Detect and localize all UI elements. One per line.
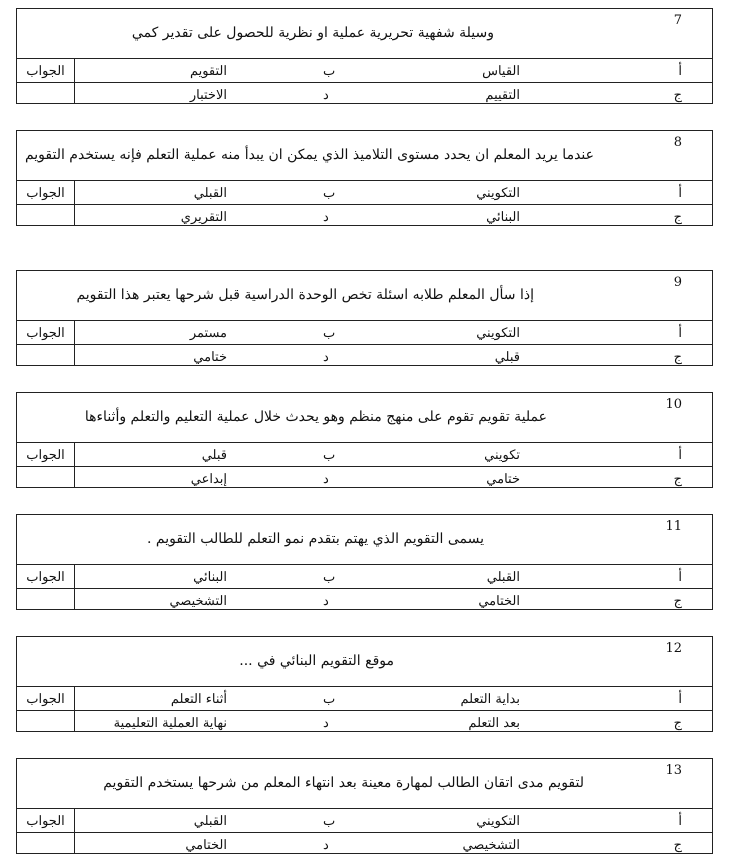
letter-c: ج: [673, 472, 682, 487]
row-divider: [17, 710, 712, 711]
option-a: التكويني: [476, 186, 520, 201]
option-b: القبلي: [193, 814, 227, 829]
letter-d: د: [323, 716, 329, 731]
row-divider: [17, 344, 712, 345]
option-c: البنائي: [486, 210, 520, 225]
answer-box[interactable]: [17, 711, 74, 731]
option-d: الاختبار: [189, 88, 227, 103]
answer-box[interactable]: [17, 205, 74, 225]
letter-d: د: [323, 838, 329, 853]
option-d: الختامي: [185, 838, 227, 853]
option-d: التشخيصي: [169, 594, 227, 609]
letter-b: ب: [323, 64, 336, 79]
option-a: تكويني: [484, 448, 520, 463]
letter-c: ج: [673, 716, 682, 731]
option-c: الختامي: [478, 594, 520, 609]
option-c: بعد التعلم: [468, 716, 520, 731]
answer-cell-divider: [74, 564, 75, 609]
letter-c: ج: [673, 350, 682, 365]
answer-box[interactable]: [17, 467, 74, 487]
letter-a: أ: [678, 814, 682, 829]
option-a: التكويني: [476, 326, 520, 341]
row-divider: [17, 466, 712, 467]
answer-label: الجواب: [26, 64, 65, 79]
option-a: بداية التعلم: [460, 692, 520, 707]
question-stem: يسمى التقويم الذي يهتم بتقدم نمو التعلم للطالب التقويم .: [146, 531, 484, 547]
answer-box[interactable]: [17, 83, 74, 103]
option-a: التكويني: [476, 814, 520, 829]
question-number: 8: [673, 135, 682, 150]
letter-a: أ: [678, 64, 682, 79]
option-c: التشخيصي: [462, 838, 520, 853]
answer-cell-divider: [74, 686, 75, 731]
answer-cell-divider: [74, 808, 75, 853]
question-number: 7: [673, 13, 682, 28]
answer-cell-divider: [74, 58, 75, 103]
option-c: التقييم: [485, 88, 520, 103]
option-b: أثناء التعلم: [170, 692, 227, 707]
question-8: [16, 130, 713, 226]
question-number: 9: [673, 275, 682, 290]
row-divider: [17, 442, 712, 443]
letter-b: ب: [323, 448, 336, 463]
letter-d: د: [323, 472, 329, 487]
answer-label: الجواب: [26, 814, 65, 829]
answer-label: الجواب: [26, 326, 65, 341]
question-13: [16, 758, 713, 854]
row-divider: [17, 180, 712, 181]
option-d: إبداعي: [190, 472, 227, 487]
letter-b: ب: [323, 186, 336, 201]
answer-cell-divider: [74, 320, 75, 365]
letter-c: ج: [673, 594, 682, 609]
option-d: التقريري: [180, 210, 227, 225]
question-10: [16, 392, 713, 488]
letter-c: ج: [673, 88, 682, 103]
option-d: ختامي: [193, 350, 227, 365]
question-9: [16, 270, 713, 366]
question-stem: عندما يريد المعلم ان يحدد مستوى التلاميذ الذي يمكن ان يبدأ منه عملية التعلم فإنه يستخدم التقويم: [24, 147, 594, 163]
option-d: نهاية العملية التعليمية: [113, 716, 227, 731]
letter-c: ج: [673, 838, 682, 853]
letter-a: أ: [678, 326, 682, 341]
option-b: قبلي: [201, 448, 227, 463]
row-divider: [17, 564, 712, 565]
option-a: القياس: [482, 64, 520, 79]
answer-label: الجواب: [26, 692, 65, 707]
row-divider: [17, 204, 712, 205]
option-b: القبلي: [193, 186, 227, 201]
option-a: القبلي: [486, 570, 520, 585]
option-b: البنائي: [193, 570, 227, 585]
option-c: قبلي: [494, 350, 520, 365]
row-divider: [17, 686, 712, 687]
option-b: مستمر: [189, 326, 227, 341]
row-divider: [17, 832, 712, 833]
question-7: [16, 8, 713, 104]
letter-b: ب: [323, 570, 336, 585]
row-divider: [17, 320, 712, 321]
row-divider: [17, 808, 712, 809]
question-stem: موقع التقويم البنائي في ...: [239, 653, 394, 669]
answer-label: الجواب: [26, 448, 65, 463]
answer-label: الجواب: [26, 570, 65, 585]
answer-box[interactable]: [17, 345, 74, 365]
question-number: 12: [665, 641, 682, 656]
letter-d: د: [323, 210, 329, 225]
letter-d: د: [323, 594, 329, 609]
question-12: [16, 636, 713, 732]
letter-b: ب: [323, 326, 336, 341]
letter-c: ج: [673, 210, 682, 225]
answer-box[interactable]: [17, 589, 74, 609]
letter-a: أ: [678, 186, 682, 201]
letter-a: أ: [678, 448, 682, 463]
answer-label: الجواب: [26, 186, 65, 201]
letter-b: ب: [323, 692, 336, 707]
question-stem: وسيلة شفهية تحريرية عملية او نظرية للحصول على تقدير كمي: [131, 25, 494, 41]
letter-d: د: [323, 350, 329, 365]
answer-box[interactable]: [17, 833, 74, 853]
row-divider: [17, 588, 712, 589]
answer-cell-divider: [74, 442, 75, 487]
question-number: 11: [665, 519, 682, 534]
question-11: [16, 514, 713, 610]
letter-a: أ: [678, 570, 682, 585]
question-stem: إذا سأل المعلم طلابه اسئلة تخص الوحدة الدراسية قبل شرحها يعتبر هذا التقويم: [76, 287, 534, 303]
row-divider: [17, 58, 712, 59]
letter-d: د: [323, 88, 329, 103]
letter-a: أ: [678, 692, 682, 707]
row-divider: [17, 82, 712, 83]
letter-b: ب: [323, 814, 336, 829]
option-b: التقويم: [189, 64, 227, 79]
question-stem: لتقويم مدى اتقان الطالب لمهارة معينة بعد انتهاء المعلم من شرحها يستخدم التقويم: [103, 775, 584, 791]
answer-cell-divider: [74, 180, 75, 225]
question-number: 13: [665, 763, 682, 778]
question-number: 10: [665, 397, 682, 412]
question-stem: عملية تقويم تقوم على منهج منظم وهو يحدث خلال عملية التعليم والتعلم وأثناءها: [84, 409, 547, 425]
option-c: ختامي: [486, 472, 520, 487]
